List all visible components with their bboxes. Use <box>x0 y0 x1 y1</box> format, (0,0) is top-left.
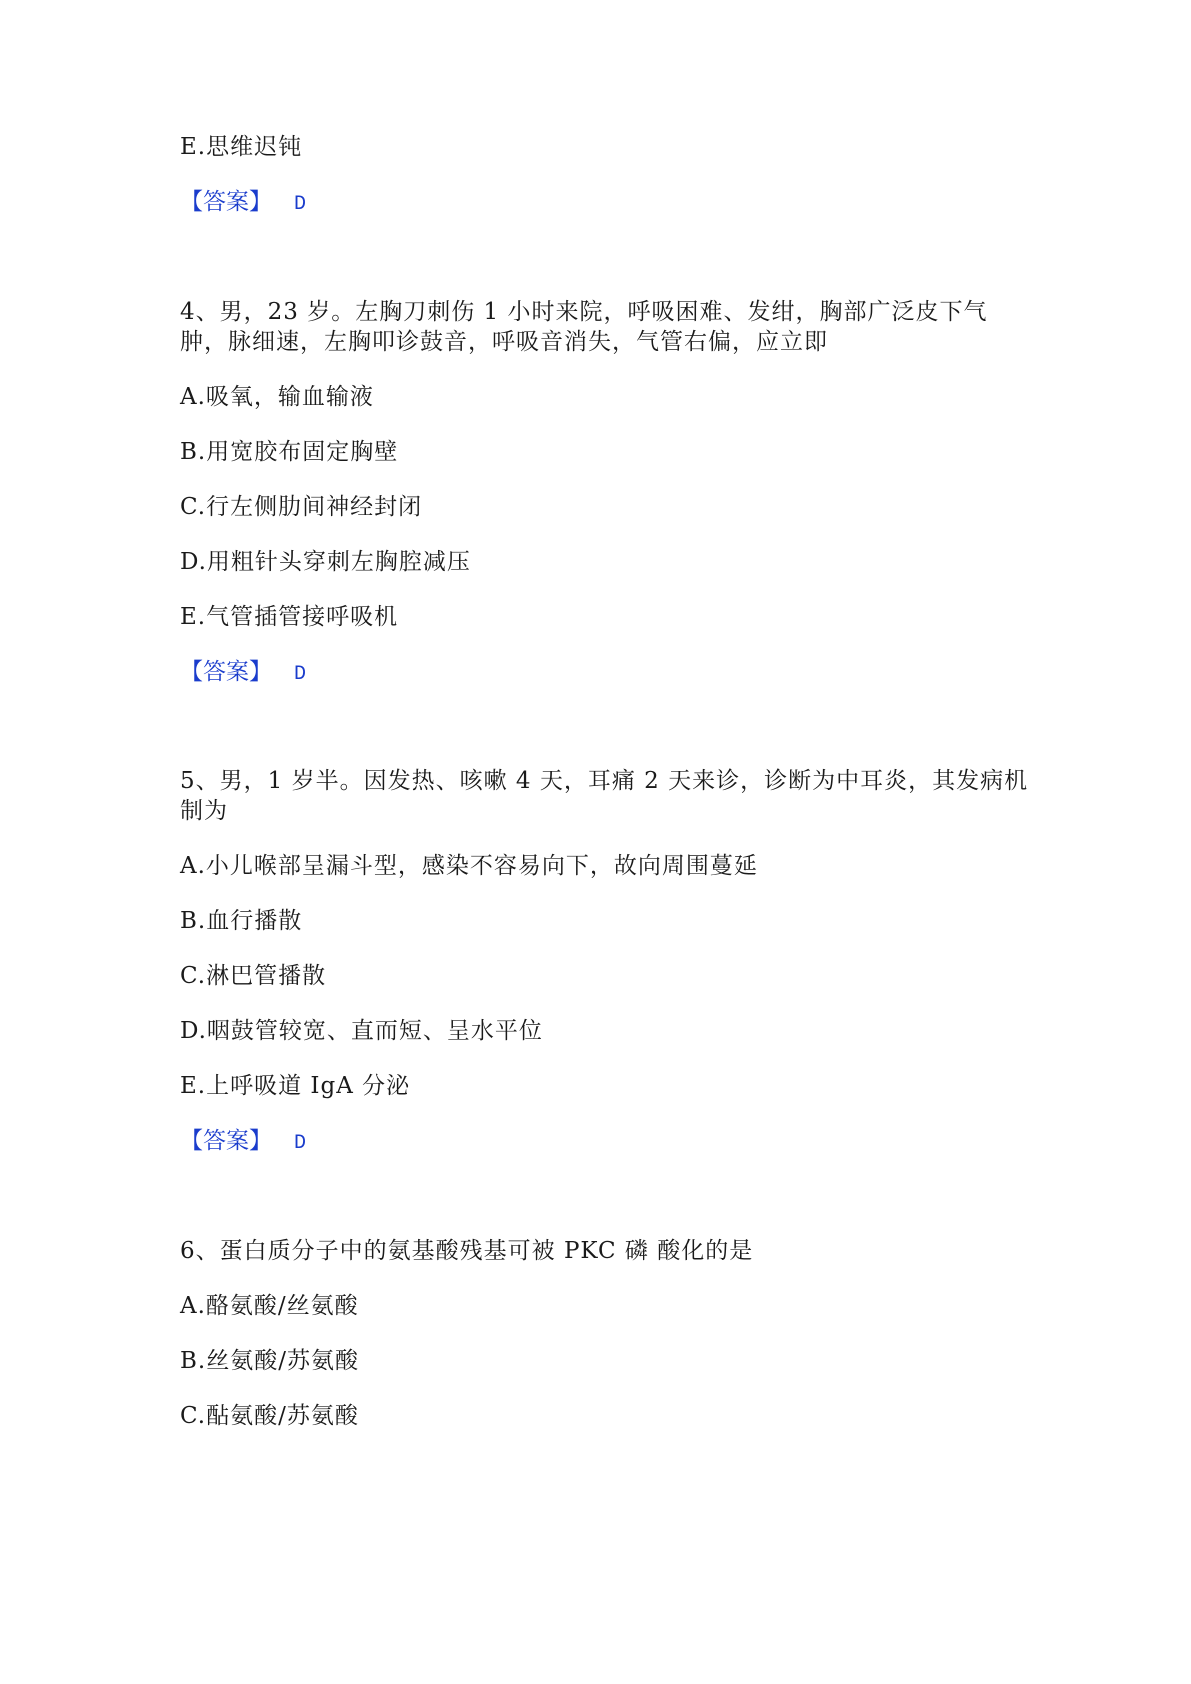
q3-answer-value: D <box>294 193 307 216</box>
q4-answer <box>180 656 306 691</box>
q5-stem-line2: 制为 <box>180 798 228 824</box>
q6-option-a: A.酪氨酸/丝氨酸 <box>180 1293 359 1319</box>
q4-answer-label: 【答案】 <box>180 659 272 685</box>
q4-option-e: E.气管插管接呼吸机 <box>180 604 399 630</box>
q5-option-c: C.淋巴管播散 <box>180 963 327 989</box>
q4-option-c: C.行左侧肋间神经封闭 <box>180 494 423 520</box>
q5-option-e: E.上呼吸道 IgA 分泌 <box>180 1073 411 1099</box>
q5-answer-value: D <box>294 1132 307 1155</box>
q5-option-d: D.咽鼓管较宽、直而短、呈水平位 <box>180 1018 543 1044</box>
q6-option-b: B.丝氨酸/苏氨酸 <box>180 1348 359 1374</box>
q5-option-b: B.血行播散 <box>180 908 303 934</box>
q4-stem-line1: 4、男，23 岁。左胸刀刺伤 1 小时来院，呼吸困难、发绀，胸部广泛皮下气 <box>180 299 988 325</box>
q5-stem-line1: 5、男，1 岁半。因发热、咳嗽 4 天，耳痛 2 天来诊，诊断为中耳炎，其发病机 <box>180 768 1029 794</box>
q6-option-c: C.酟氨酸/苏氨酸 <box>180 1403 359 1429</box>
q5-answer <box>180 1125 306 1160</box>
q3-answer-label: 【答案】 <box>180 189 272 215</box>
q4-stem-line2: 肿，脉细速，左胸叩诊鼓音，呼吸音消失，气管右偏，应立即 <box>180 329 828 355</box>
q5-option-a: A.小儿喉部呈漏斗型，感染不容易向下，故向周围蔓延 <box>180 853 758 879</box>
q6-stem-line1: 6、蛋白质分子中的氨基酸残基可被 PKC 磷 酸化的是 <box>180 1238 754 1264</box>
q3-answer <box>180 186 306 221</box>
q4-option-d: D.用粗针头穿刺左胸腔减压 <box>180 549 471 575</box>
q3-option-e: E.思维迟钝 <box>180 134 303 160</box>
q5-answer-label: 【答案】 <box>180 1128 272 1154</box>
q4-option-a: A.吸氧，输血输液 <box>180 384 374 410</box>
q4-option-b: B.用宽胶布固定胸壁 <box>180 439 399 465</box>
q4-answer-value: D <box>294 663 307 686</box>
